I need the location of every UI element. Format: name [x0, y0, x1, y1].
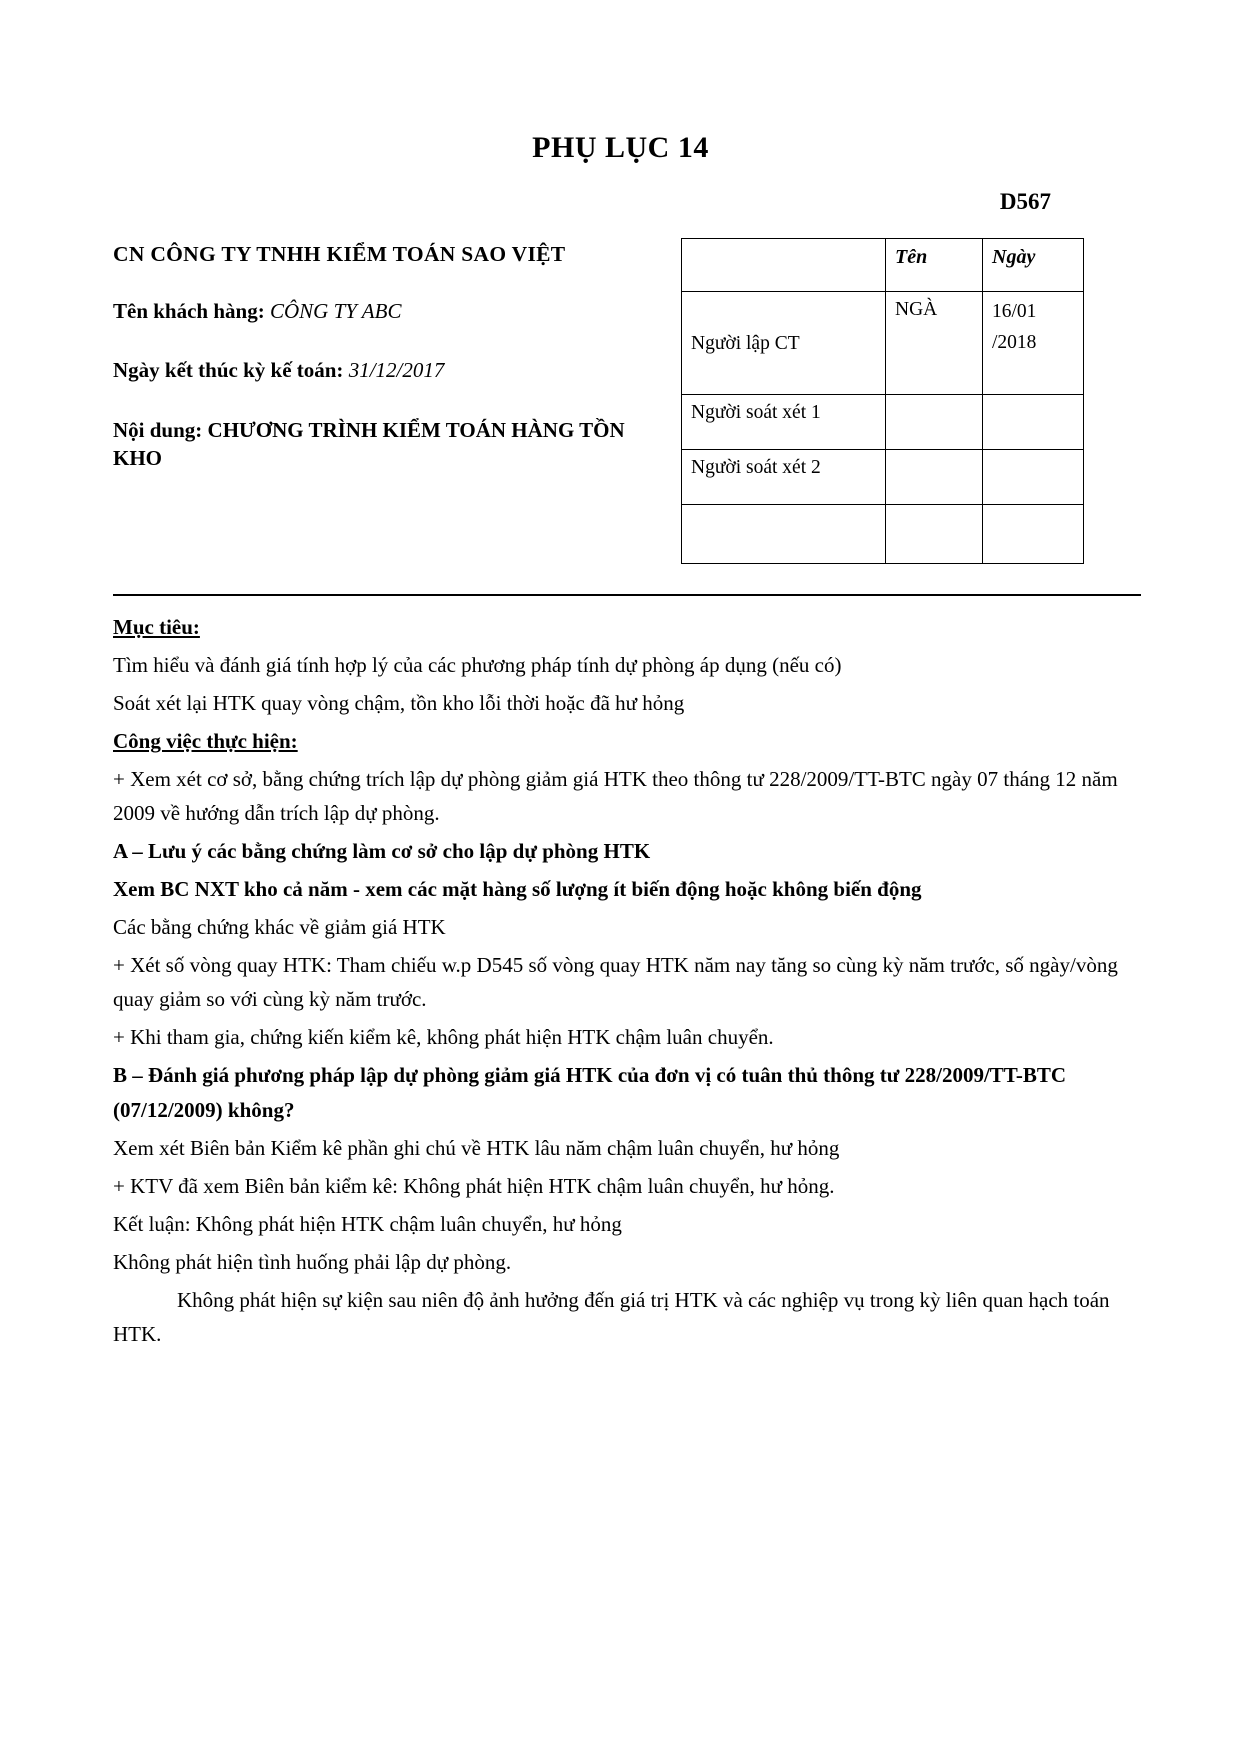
- preparer-date: [983, 292, 1084, 395]
- organization-name: CN CÔNG TY TNHH KIỂM TOÁN SAO VIỆT: [113, 242, 566, 267]
- preparer-date-line-1: 16/01: [992, 301, 1037, 323]
- reviewer-2-name: [886, 450, 983, 505]
- content-line: [113, 416, 673, 473]
- table-header-row: [682, 239, 1084, 292]
- document-code: D567: [999, 189, 1051, 214]
- page-title: PHỤ LỤC 14: [532, 131, 709, 164]
- blank-date: [983, 505, 1084, 564]
- signature-table-wrapper: [681, 238, 1084, 564]
- reviewer-1-date: [983, 395, 1084, 450]
- role-preparer: Người lập CT: [682, 292, 886, 395]
- table-row: [682, 292, 1084, 395]
- header-section: [0, 238, 1241, 564]
- section-a-subheading: Xem BC NXT kho cả năm - xem các mặt hàng số lượng ít biến động hoặc không biến động: [113, 877, 922, 902]
- table-row: [682, 395, 1084, 450]
- header-info-block: [113, 238, 673, 472]
- client-name-value: CÔNG TY ABC: [269, 299, 402, 324]
- body-content: [0, 610, 1241, 1350]
- content-label: Nội dung:: [113, 417, 203, 442]
- table-row: [682, 450, 1084, 505]
- reviewer-1-name: [886, 395, 983, 450]
- table-row: [682, 505, 1084, 564]
- work-heading: Công việc thực hiện:: [113, 729, 298, 754]
- preparer-date-line-2: /2018: [992, 331, 1037, 353]
- role-blank: [682, 505, 886, 564]
- objective-line-1: Tìm hiểu và đánh giá tính hợp lý của các phương pháp tính dự phòng áp dụng (nếu có): [113, 653, 842, 678]
- ktv-line: + KTV đã xem Biên bản kiểm kê: Không phát hiện HTK chậm luân chuyển, hư hỏng.: [113, 1173, 835, 1198]
- objective-heading: Mục tiêu:: [113, 615, 200, 640]
- header-cell-ngay: Ngày: [983, 239, 1084, 292]
- review-line: Xem xét Biên bản Kiểm kê phần ghi chú về HTK lâu năm chậm luân chuyển, hư hỏng: [113, 1135, 840, 1160]
- role-reviewer-2: Người soát xét 2: [682, 450, 886, 505]
- period-end-value: 31/12/2017: [348, 358, 445, 383]
- section-b-heading: B – Đánh giá phương pháp lập dự phòng giảm giá HTK của đơn vị có tuân thủ thông tư 228/2009/TT-BTC (07/12/2009) không?: [113, 1063, 1067, 1122]
- work-paragraph-1: + Xem xét cơ sở, bằng chứng trích lập dự phòng giảm giá HTK theo thông tư 228/2009/TT-BTC ngày 07 tháng 12 năm 2009 về hướng dẫn trích lập dự phòng.: [113, 767, 1118, 826]
- signature-table: [681, 238, 1084, 564]
- role-reviewer-1: Người soát xét 1: [682, 395, 886, 450]
- subsequent-events-line: Không phát hiện sự kiện sau niên độ ảnh hưởng đến giá trị HTK và các nghiệp vụ trong kỳ liên quan hạch toán HTK.: [113, 1287, 1110, 1346]
- objective-line-2: Soát xét lại HTK quay vòng chậm, tồn kho lỗi thời hoặc đã hư hỏng: [113, 691, 685, 716]
- reviewer-2-date: [983, 450, 1084, 505]
- blank-name: [886, 505, 983, 564]
- client-name-line: [113, 297, 673, 325]
- turnover-paragraph: + Xét số vòng quay HTK: Tham chiếu w.p D545 số vòng quay HTK năm nay tăng so cùng kỳ năm trước, số ngày/vòng quay giảm so với cùng kỳ năm trước.: [113, 953, 1118, 1012]
- content-value: CHƯƠNG TRÌNH KIỂM TOÁN HÀNG TỒN KHO: [113, 417, 625, 471]
- section-divider: [113, 594, 1141, 596]
- participation-paragraph: + Khi tham gia, chứng kiến kiểm kê, không phát hiện HTK chậm luân chuyển.: [113, 1025, 774, 1050]
- preparer-name: NGÀ: [886, 292, 983, 395]
- no-provision-line: Không phát hiện tình huống phải lập dự phòng.: [113, 1249, 512, 1274]
- other-evidence-line: Các bằng chứng khác về giảm giá HTK: [113, 915, 446, 940]
- period-end-line: [113, 356, 673, 384]
- section-a-heading: A – Lưu ý các bằng chứng làm cơ sở cho lập dự phòng HTK: [113, 839, 651, 864]
- client-name-label: Tên khách hàng:: [113, 299, 265, 324]
- header-cell-role: [682, 239, 886, 292]
- conclusion-line: Kết luận: Không phát hiện HTK chậm luân chuyển, hư hỏng: [113, 1211, 622, 1236]
- header-cell-ten: Tên: [886, 239, 983, 292]
- period-end-label: Ngày kết thúc kỳ kế toán:: [113, 358, 344, 383]
